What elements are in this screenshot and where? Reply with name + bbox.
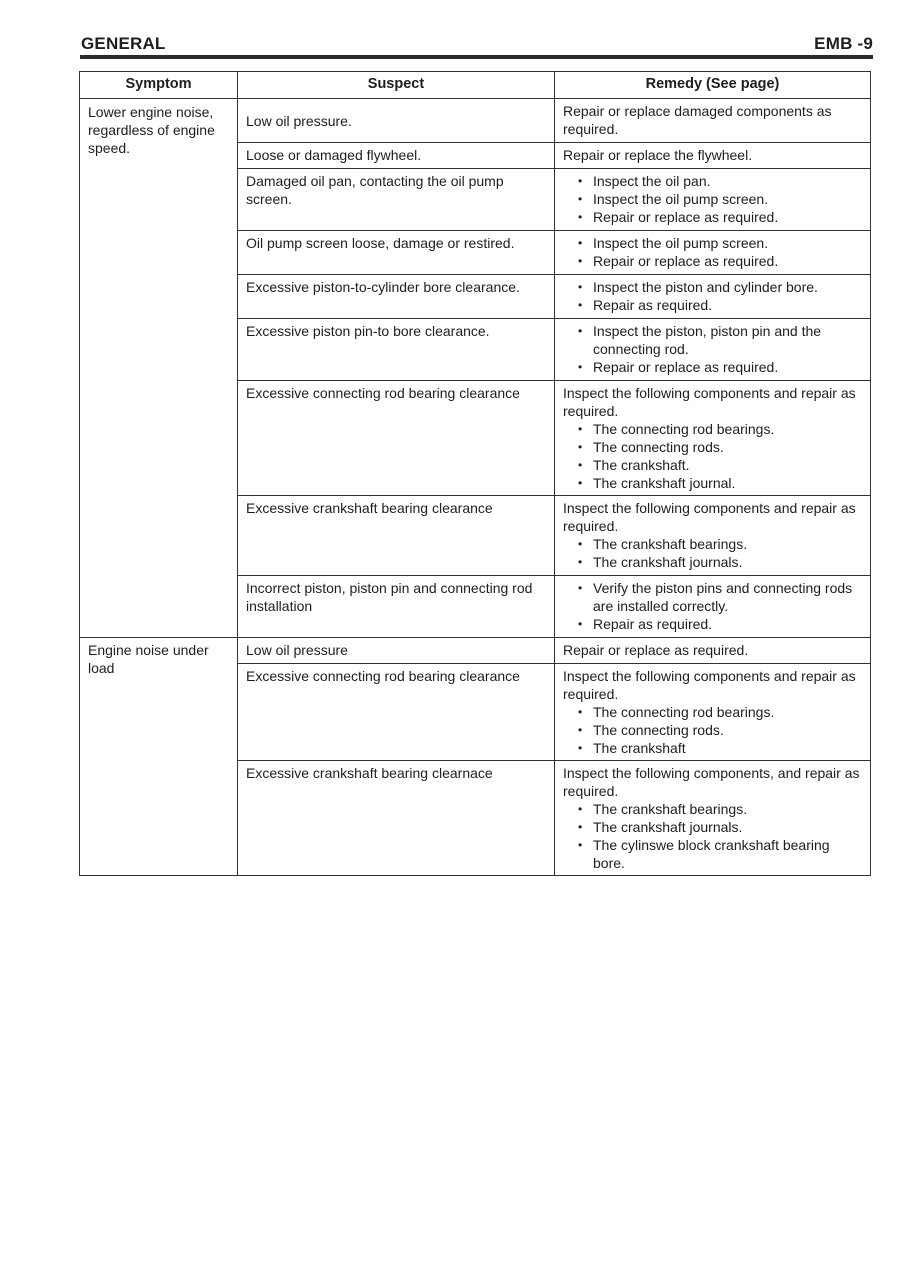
remedy-cell (555, 169, 871, 231)
remedy-list (563, 172, 862, 226)
remedy-bullet: • The crankshaft journals. (593, 553, 862, 571)
remedy-list (563, 703, 862, 757)
remedy-cell (555, 381, 871, 496)
header-rule (80, 55, 873, 59)
remedy-list (563, 322, 862, 376)
remedy-bullet: • The crankshaft bearings. (593, 535, 862, 553)
remedy-cell (555, 638, 871, 664)
suspect-text: Oil pump screen loose, damage or restired. (246, 235, 515, 251)
suspect-cell (238, 496, 555, 576)
remedy-bullet: • Repair as required. (593, 615, 862, 633)
remedy-cell (555, 576, 871, 638)
suspect-cell (238, 169, 555, 231)
table-row (80, 638, 871, 664)
remedy-text: Repair or replace as required. (563, 642, 749, 658)
column-header-suspect: Suspect (238, 72, 555, 99)
remedy-text: Repair or replace the flywheel. (563, 147, 753, 163)
remedy-text: Inspect the following components and repair as required. (563, 668, 856, 702)
suspect-text: Excessive piston pin-to bore clearance. (246, 323, 490, 339)
remedy-bullet: • Repair or replace as required. (593, 252, 862, 270)
section-title: GENERAL (81, 34, 166, 53)
suspect-text: Low oil pressure. (246, 112, 352, 129)
remedy-bullet: • The crankshaft journal. (593, 474, 862, 492)
remedy-bullet: • Inspect the oil pump screen. (593, 190, 862, 208)
remedy-bullet: • The crankshaft journals. (593, 818, 862, 836)
suspect-text: Low oil pressure (246, 642, 348, 658)
remedy-cell (555, 761, 871, 876)
page-number: EMB -9 (814, 34, 873, 53)
remedy-cell (555, 319, 871, 381)
remedy-list (563, 234, 862, 270)
suspect-text: Incorrect piston, piston pin and connecting rod installation (246, 580, 533, 614)
suspect-cell (238, 275, 555, 319)
remedy-bullet: • The crankshaft bearings. (593, 800, 862, 818)
remedy-bullet: • The connecting rods. (593, 721, 862, 739)
suspect-cell (238, 143, 555, 169)
suspect-cell (238, 638, 555, 664)
table-header-row (80, 72, 871, 99)
remedy-list (563, 579, 862, 633)
suspect-cell (238, 761, 555, 876)
suspect-text: Excessive crankshaft bearing clearance (246, 500, 493, 516)
column-header-symptom: Symptom (80, 72, 238, 99)
suspect-text: Excessive connecting rod bearing clearance (246, 385, 520, 401)
remedy-list (563, 420, 862, 492)
remedy-bullet: • Verify the piston pins and connecting rods are installed correctly. (593, 579, 862, 615)
remedy-bullet: • Repair or replace as required. (593, 358, 862, 376)
table-row (80, 99, 871, 143)
symptom-cell (80, 638, 238, 876)
remedy-list (563, 278, 862, 314)
suspect-cell (238, 576, 555, 638)
remedy-bullet: • The crankshaft. (593, 456, 862, 474)
remedy-cell (555, 231, 871, 275)
remedy-cell (555, 143, 871, 169)
remedy-list (563, 535, 862, 571)
suspect-cell (238, 231, 555, 275)
symptom-cell (80, 99, 238, 638)
remedy-text: Repair or replace damaged components as required. (563, 103, 832, 137)
suspect-text: Excessive connecting rod bearing clearance (246, 668, 520, 684)
remedy-bullet: • Inspect the oil pan. (593, 172, 862, 190)
remedy-bullet: • Inspect the piston and cylinder bore. (593, 278, 862, 296)
remedy-text: Inspect the following components and repair as required. (563, 385, 856, 419)
remedy-bullet: • The connecting rod bearings. (593, 703, 862, 721)
troubleshooting-table (79, 71, 871, 876)
suspect-text: Excessive piston-to-cylinder bore clearance. (246, 279, 520, 295)
suspect-cell (238, 664, 555, 761)
remedy-bullet: • The connecting rods. (593, 438, 862, 456)
remedy-bullet: • Repair or replace as required. (593, 208, 862, 226)
remedy-text: Inspect the following components, and repair as required. (563, 765, 860, 799)
remedy-bullet: • Inspect the oil pump screen. (593, 234, 862, 252)
suspect-cell (238, 319, 555, 381)
remedy-cell (555, 275, 871, 319)
remedy-bullet: • The connecting rod bearings. (593, 420, 862, 438)
remedy-cell (555, 496, 871, 576)
remedy-text: Inspect the following components and repair as required. (563, 500, 856, 534)
remedy-bullet: • The cylinswe block crankshaft bearing bore. (593, 836, 862, 872)
remedy-bullet: • Repair as required. (593, 296, 862, 314)
remedy-cell (555, 99, 871, 143)
remedy-bullet: • Inspect the piston, piston pin and the connecting rod. (593, 322, 862, 358)
symptom-text: Engine noise under load (88, 642, 209, 676)
suspect-text: Loose or damaged flywheel. (246, 147, 422, 163)
remedy-cell (555, 664, 871, 761)
suspect-cell (238, 99, 555, 143)
remedy-list (563, 800, 862, 872)
suspect-cell (238, 381, 555, 496)
suspect-text: Damaged oil pan, contacting the oil pump screen. (246, 173, 504, 207)
suspect-text: Excessive crankshaft bearing clearnace (246, 765, 493, 781)
symptom-text: Lower engine noise, regardless of engine speed. (88, 104, 215, 156)
column-header-remedy: Remedy (See page) (555, 72, 871, 99)
remedy-bullet: • The crankshaft (593, 739, 862, 757)
